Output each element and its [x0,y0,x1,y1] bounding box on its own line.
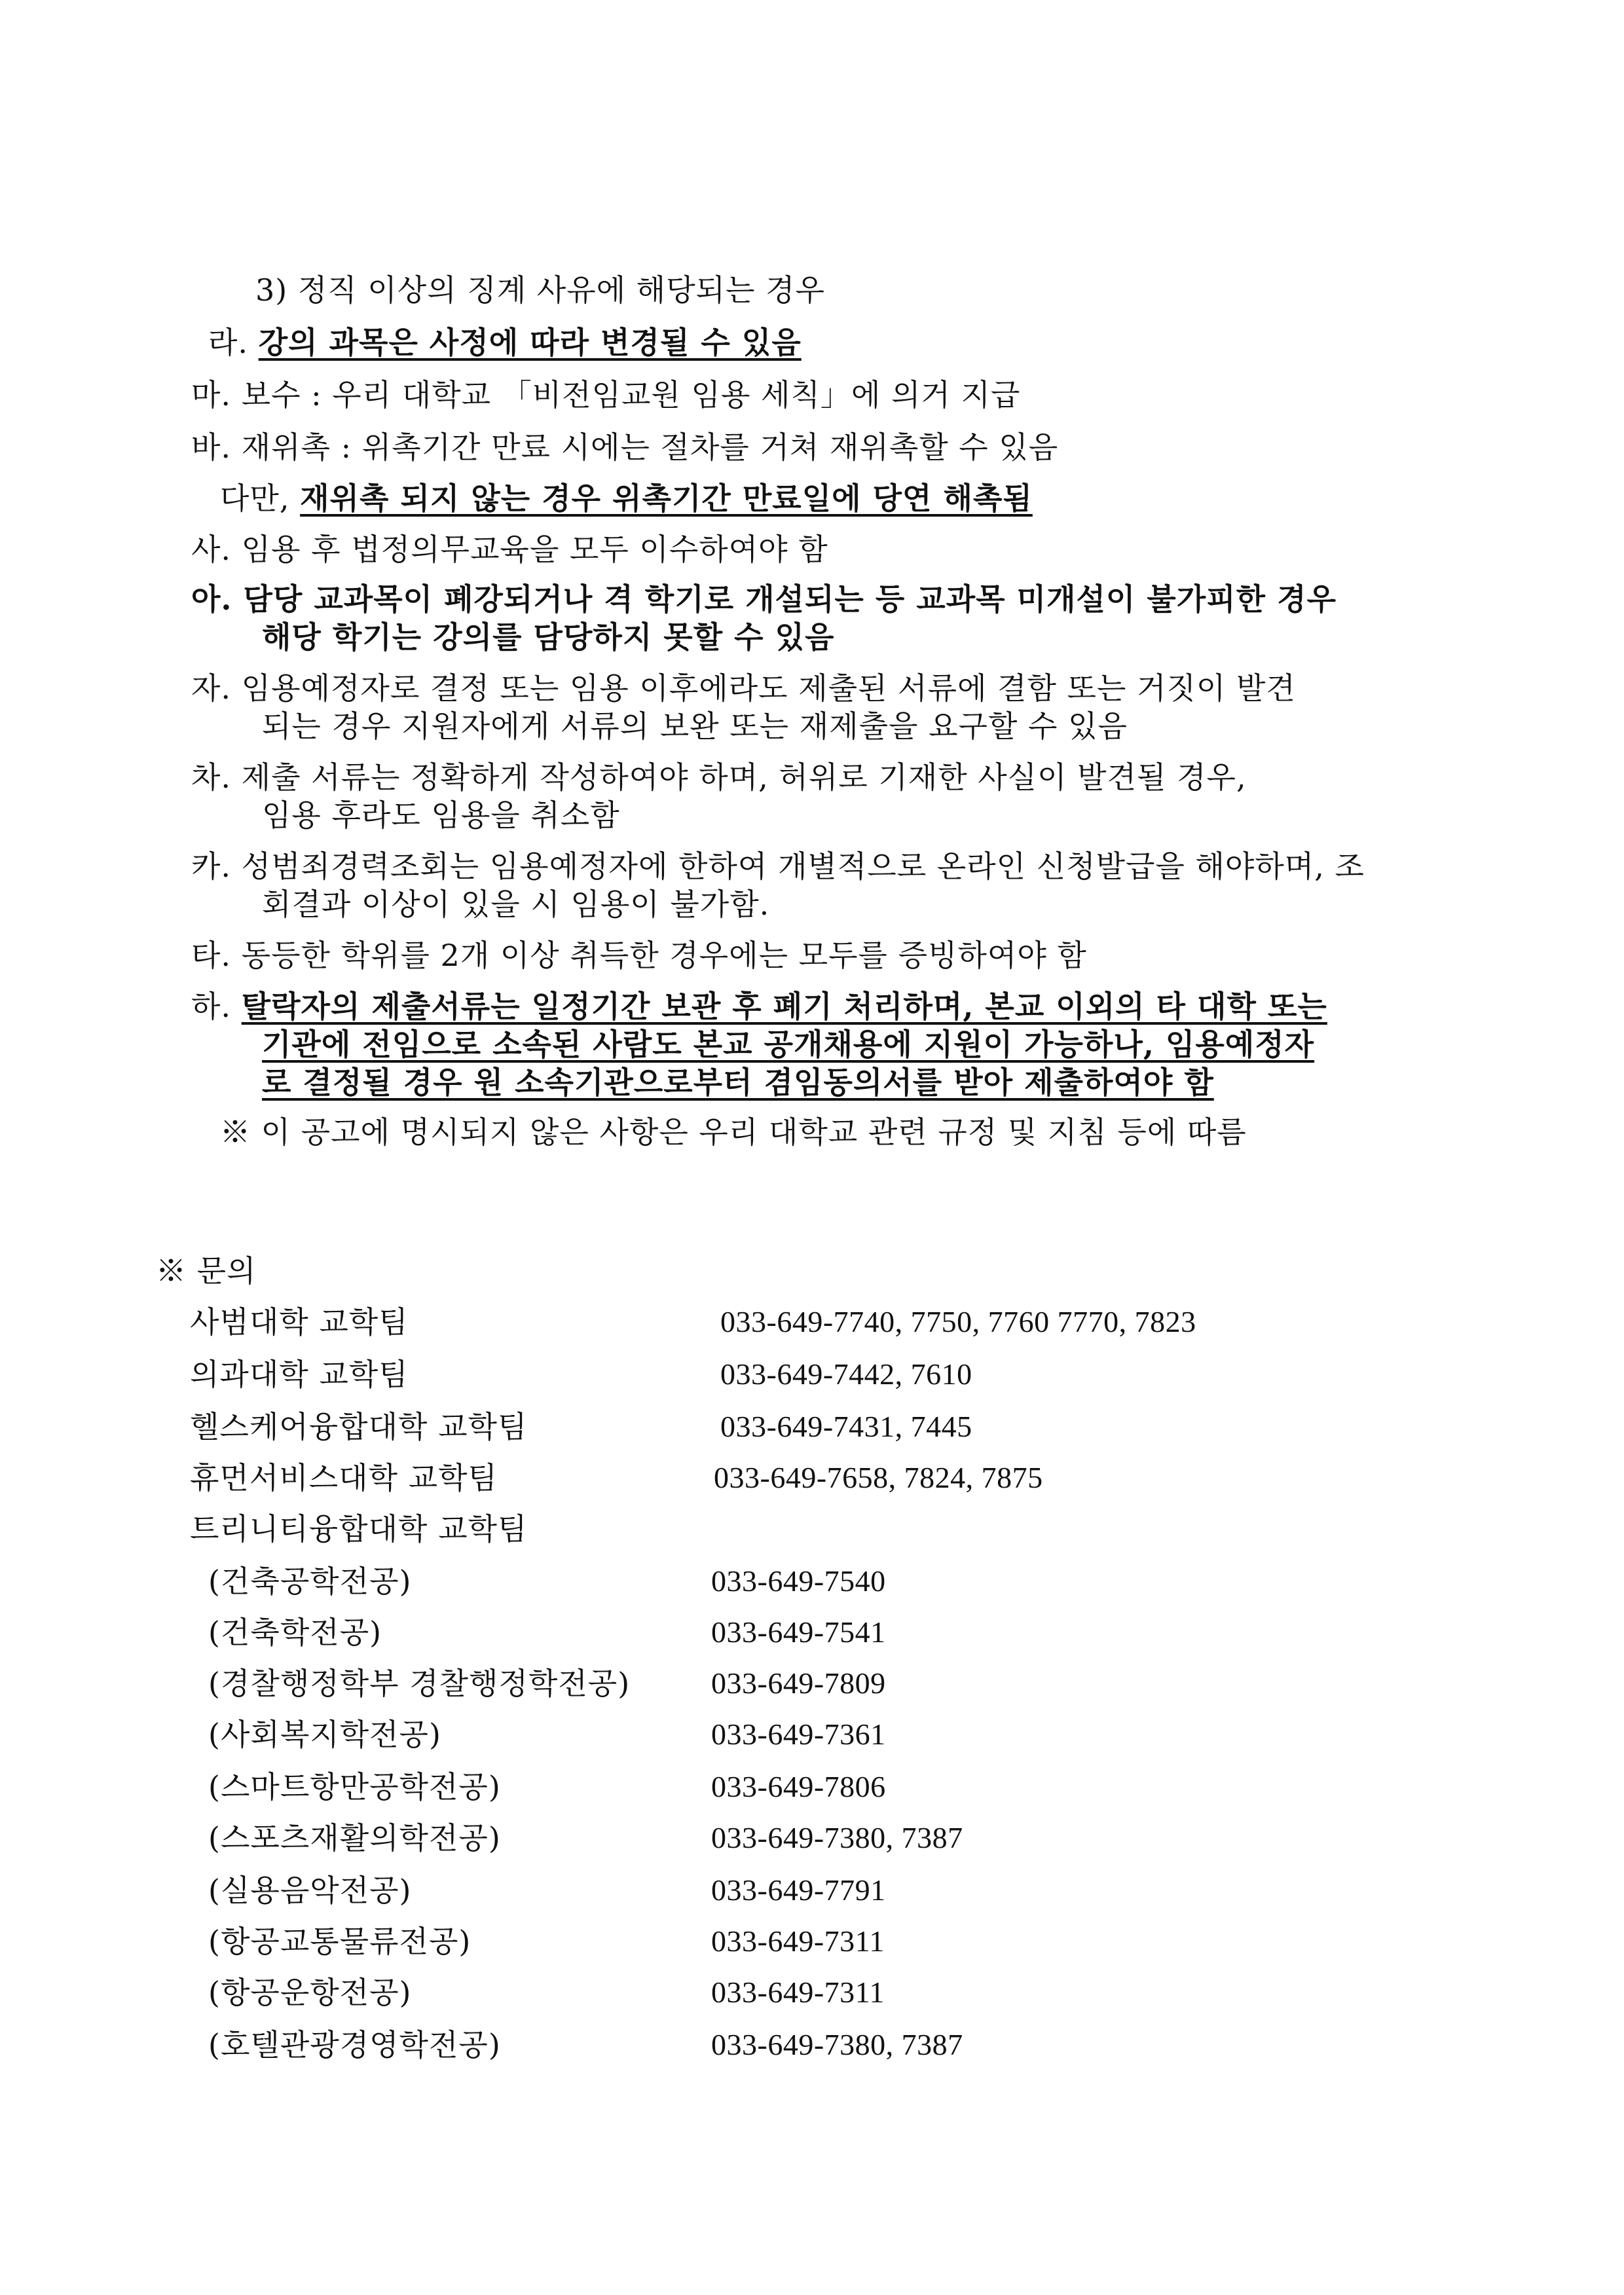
major-phone: 033-649-7311 [711,1975,885,2009]
major-phone: 033-649-7806 [711,1770,886,1803]
contact-phone: 033-649-7442, 7610 [720,1357,972,1391]
note-ha-line3: 로 결정될 경우 원 소속기관으로부터 겸임동의서를 받아 제출하여야 함 [262,1065,1214,1100]
note-cha-line1: 차. 제출 서류는 정확하게 작성하여야 하며, 허위로 기재한 사실이 발견될 경우, [191,760,1247,795]
major-name: (호텔관광경영학전공) [208,2027,501,2063]
contact-name: 헬스케어융합대학 교학팀 [190,1409,528,1444]
note-a-line2: 해당 학기는 강의를 담당하지 못할 수 있음 [262,619,835,655]
contact-phone: 033-649-7658, 7824, 7875 [714,1461,1043,1494]
contact-name: 사범대학 교학팀 [190,1304,409,1340]
note-ra-marker: 라. [208,325,249,360]
note-ta: 타. 동등한 학위를 2개 이상 취득한 경우에는 모두를 증빙하여야 함 [191,938,1087,973]
note-ka-line1: 카. 성범죄경력조회는 임용예정자에 한하여 개별적으로 온라인 신청발급을 해야하며, 조 [191,849,1365,884]
note-ha-line2: 기관에 전임으로 소속된 사람도 본교 공개채용에 지원이 가능하나, 임용예정자 [262,1027,1315,1062]
note-ra [208,322,802,363]
note-item-3: 3) 정직 이상의 징계 사유에 해당되는 경우 [255,272,825,308]
note-ba-cont-prefix: 다만, [220,481,290,516]
contact-name: 휴먼서비스대학 교학팀 [190,1460,498,1496]
note-a-line1: 아. 담당 교과목이 폐강되거나 격 학기로 개설되는 등 교과목 미개설이 불가피한 경우 [191,581,1337,617]
contact-name: 의과대학 교학팀 [190,1357,409,1392]
major-name: (경찰행정학부 경찰행정학전공) [208,1666,631,1701]
note-ra-text: 강의 과목은 사정에 따라 변경될 수 있음 [258,325,802,360]
major-phone: 033-649-7540 [711,1564,886,1598]
major-name: (실용음악전공) [208,1873,412,1908]
major-phone: 033-649-7541 [711,1615,886,1649]
major-phone: 033-649-7380, 7387 [711,2028,963,2061]
major-name: (스포츠재활의학전공) [208,1820,501,1856]
major-phone: 033-649-7361 [711,1717,886,1751]
major-phone: 033-649-7791 [711,1873,886,1907]
major-phone: 033-649-7809 [711,1666,886,1700]
major-name: (건축학전공) [208,1615,382,1650]
note-ja-line1: 자. 임용예정자로 결정 또는 임용 이후에라도 제출된 서류에 결함 또는 거짓이 발견 [191,670,1296,706]
note-ja-line2: 되는 경우 지원자에게 서류의 보완 또는 재제출을 요구할 수 있음 [262,708,1128,744]
major-phone: 033-649-7380, 7387 [711,1821,963,1854]
note-ha-marker: 하. [191,989,232,1024]
contact-phone: 033-649-7431, 7445 [720,1410,972,1443]
note-ma: 마. 보수 : 우리 대학교 「비전임교원 임용 세칙」에 의거 지급 [191,377,1021,413]
major-name: (건축공학전공) [208,1564,412,1599]
note-ba-continuation [220,478,1033,519]
inquiry-title: ※ 문의 [156,1253,257,1289]
major-name: (스마트항만공학전공) [208,1769,501,1805]
major-name: (항공운항전공) [208,1975,412,2010]
note-ba-cont-text: 재위촉 되지 않는 경우 위촉기간 만료일에 당연 해촉됨 [300,481,1033,516]
note-ba: 바. 재위촉 : 위촉기간 만료 시에는 절차를 거쳐 재위촉할 수 있음 [191,430,1059,465]
note-ha-text-1: 탈락자의 제출서류는 일정기간 보관 후 폐기 처리하며, 본교 이외의 타 대학 또는 [241,989,1327,1024]
note-ha-line1 [191,986,1327,1027]
note-cha-line2: 임용 후라도 임용을 취소함 [262,798,620,833]
major-phone: 033-649-7311 [711,1924,885,1958]
major-name: (항공교통물류전공) [208,1924,471,1959]
major-name: (사회복지학전공) [208,1717,441,1752]
footnote: ※ 이 공고에 명시되지 않은 사항은 우리 대학교 관련 규정 및 지침 등에 따름 [220,1114,1247,1150]
contact-phone: 033-649-7740, 7750, 7760 7770, 7823 [720,1305,1196,1338]
contact-name: 트리니티융합대학 교학팀 [190,1511,528,1547]
note-ka-line2: 회결과 이상이 있을 시 임용이 불가함. [262,887,770,922]
note-sa: 사. 임용 후 법정의무교육을 모두 이수하여야 함 [191,532,828,567]
